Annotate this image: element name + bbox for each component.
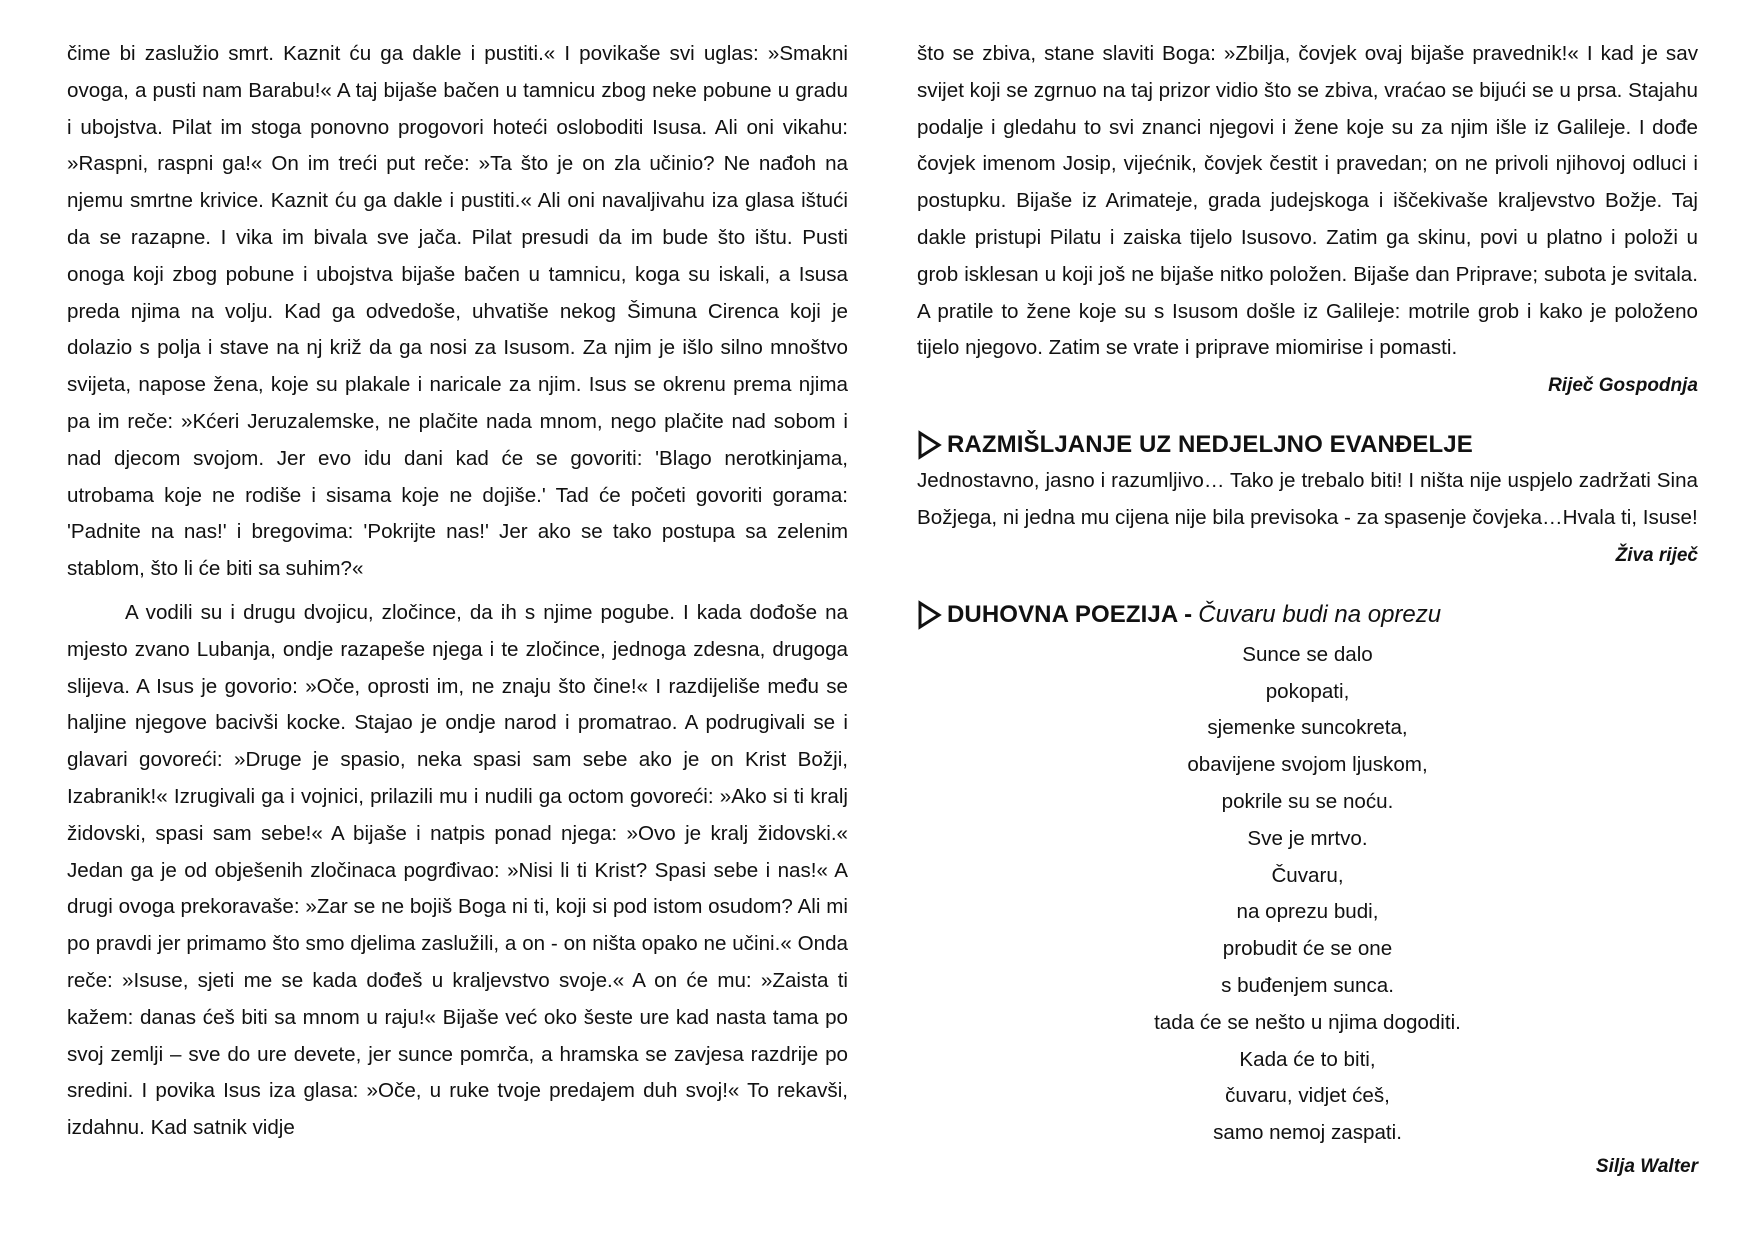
poem-line: samo nemoj zaspati. (1213, 1121, 1402, 1145)
left-column (67, 36, 848, 1147)
gospel-paragraph-3: što se zbiva, stane slaviti Boga: »Zbilja, čovjek ovaj bijaše pravednik!« I kad je sav svijet koji se zgrnuo na taj prizor vidio što se zbiva, vraćao se bijući se u prsa. Stajahu podalje i gledahu to svi znanci njegovi i žene koje su za njim išle iz Galileje. I dođe čovjek imenom Josip, vijećnik, čovjek čestit i pravedan; on ne privoli njihovoj odluci i postupku. Bijaše iz Arimateje, grada judejskoga i iščekivaše kraljevstvo Božje. Taj dakle pristupi Pilatu i zaiska tijelo Isusovo. Zatim ga skinu, povi u platno i položi u grob isklesan u koji još ne bijaše nitko položen. Bijaše dan Priprave; subota je svitala. A pratile to žene koje su s Isusom došle iz Galileje: motrile grob i kako je položeno tijelo njegovo. Zatim se vrate i priprave miomirise i pomasti. (917, 42, 1698, 360)
poetry-heading (917, 597, 1698, 633)
poem-line: probudit će se one (1222, 937, 1393, 961)
poem-line: Sve je mrtvo. (1247, 826, 1368, 850)
play-triangle-icon (917, 600, 943, 630)
poem-line: sjemenke suncokreta, (1207, 716, 1408, 740)
poem-line: s buđenjem sunca. (1221, 973, 1394, 997)
poem-line: obavijene svojom ljuskom, (1187, 753, 1428, 777)
gospel-source: Riječ Gospodnja (1548, 375, 1698, 397)
gospel-paragraph-1: čime bi zaslužio smrt. Kaznit ću ga dakle i pustiti.« I povikaše svi uglas: »Smakni ovoga, a pusti nam Barabu!« A taj bijaše bačen u tamnicu zbog neke pobune u gradu i ubojstva. Pilat im stoga ponovno progovori hoteći osloboditi Isusa. Ali oni vikahu: »Raspni, raspni ga!« On im treći put reče: »Ta što je on zla učinio? Ne nađoh na njemu smrtne krivice. Kaznit ću ga dakle i pustiti.« Ali oni navaljivahu iza glasa ištući da se razapne. I vika im bivala sve jača. Pilat presudi da im bude što ištu. Pusti onoga koji zbog pobune i ubojstva bijaše bačen u tamnicu, koga su iskali, a Isusa preda njima na volju. Kad ga odvedoše, uhvatiše nekog Šimuna Cirenca koji je dolazio s polja i stave na nj križ da ga nosi za Isusom. Za njim je išlo silno mnoštvo svijeta, napose žena, koje su plakale i naricale za njim. Isus se okrenu prema njima pa im reče: »Kćeri Jeruzalemske, ne plačite nada mnom, nego plačite nad sobom i nad djecom svojom. Jer evo idu dani kad će se govoriti: 'Blago nerotkinjama, utrobama koje ne rodiše i sisama koje ne dojiše.' Tad će početi govoriti gorama: 'Padnite na nas!' i bregovima: 'Pokrijte nas!' Jer ako se tako postupa sa zelenim stablom, što li će biti sa suhim?« (67, 42, 848, 581)
reflection-source: Živa riječ (1615, 544, 1698, 566)
poem-line: Kada će to biti, (1239, 1047, 1376, 1071)
poem-author: Silja Walter (1595, 1155, 1698, 1177)
poem-line: pokrile su se noću. (1221, 789, 1394, 813)
poem-line: Čuvaru, (1271, 863, 1344, 887)
reflection-title: RAZMIŠLJANJE UZ NEDJELJNO EVANĐELJE (947, 431, 1473, 459)
play-triangle-icon (917, 430, 943, 460)
poem-line: na oprezu budi, (1236, 900, 1379, 924)
poem (917, 637, 1698, 1152)
poetry-subtitle: Čuvaru budi na oprezu (1198, 600, 1442, 628)
reflection-heading (917, 427, 1698, 463)
poem-line: čuvaru, vidjet ćeš, (1225, 1084, 1390, 1108)
poem-line: Sunce se dalo (1242, 642, 1373, 666)
poem-line: pokopati, (1265, 679, 1350, 703)
poem-line: tada će se nešto u njima dogoditi. (1154, 1010, 1461, 1034)
gospel-paragraph-2: A vodili su i drugu dvojicu, zločince, da ih s njime pogube. I kada dođoše na mjesto zvano Lubanja, ondje razapeše njega i te zločince, jednoga zdesna, drugoga slijeva. A Isus je govorio: »Oče, oprosti im, ne znaju što čine!« I razdijeliše među se haljine njegove bacivši kocke. Stajao je ondje narod i promatrao. A podrugivali se i glavari govoreći: »Druge je spasio, neka spasi sam sebe ako je on Krist Božji, Izabranik!« Izrugivali ga i vojnici, prilazili mu i nudili ga octom govoreći: »Ako si ti kralj židovski, spasi sam sebe!« A bijaše i natpis ponad njega: »Ovo je kralj židovski.« Jedan ga je od obješenih zločinaca pogrđivao: »Nisi li ti Krist? Spasi sebe i nas!« A drugi ovoga prekoravaše: »Zar se ne bojiš Boga ni ti, koji si pod istom osudom? Ali mi po pravdi jer primamo što smo djelima zaslužili, a on - on ništa opako ne učini.« Onda reče: »Isuse, sjeti me se kada dođeš u kraljevstvo svoje.« A on će mu: »Zaista ti kažem: danas ćeš biti sa mnom u raju!« Bijaše već oko šeste ure kad nasta tama po svoj zemlji – sve do ure devete, jer sunce pomrča, a hramska se zavjesa razdrije po sredini. I povika Isus iza glasa: »Oče, u ruke tvoje predajem duh svoj!« To rekavši, izdahnu. Kad satnik vidje (67, 600, 848, 1140)
right-column (917, 36, 1698, 1182)
poetry-title: DUHOVNA POEZIJA - (947, 600, 1193, 628)
reflection-text: Jednostavno, jasno i razumljivo… Tako je trebalo biti! I ništa nije uspjelo zadržati Sina Božjega, ni jedna mu cijena nije bila previsoka - za spasenje čovjeka…Hvala ti, Isuse! (917, 469, 1698, 529)
